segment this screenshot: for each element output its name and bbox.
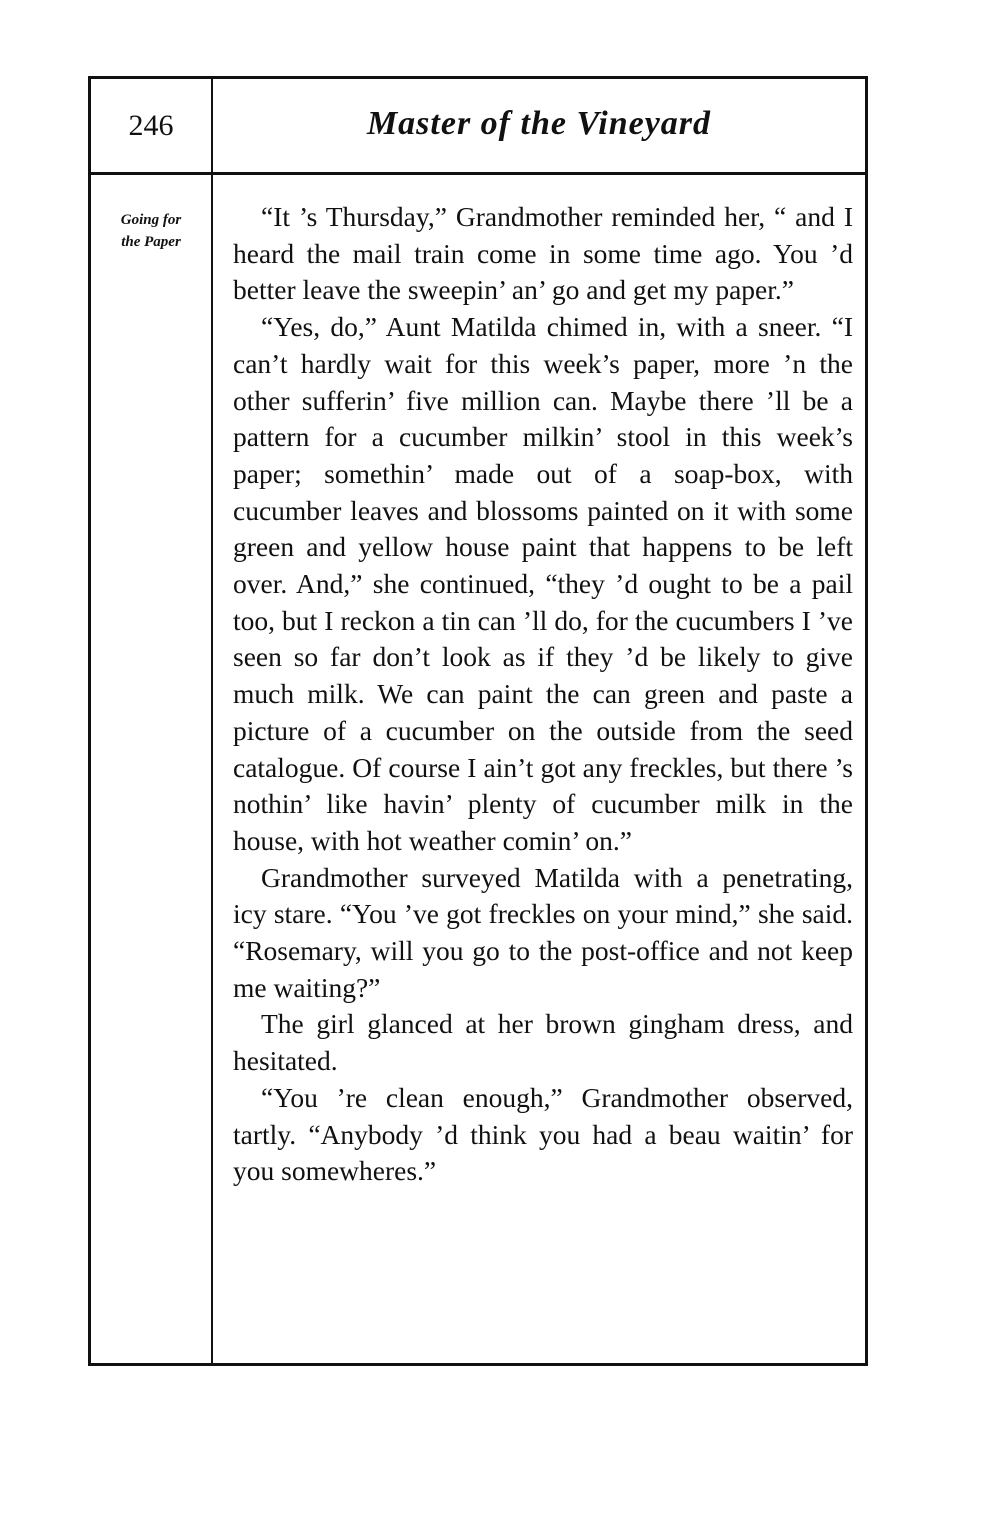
running-title: Master of the Vineyard bbox=[366, 105, 712, 142]
body-text bbox=[233, 199, 853, 1190]
column-divider bbox=[211, 79, 213, 1363]
paragraph-4: The girl glanced at her brown gingham dress, and hesitated. bbox=[233, 1008, 853, 1077]
page-number: 246 bbox=[128, 109, 174, 142]
page-frame bbox=[88, 76, 868, 1366]
margin-sidenote bbox=[97, 209, 205, 253]
paragraph-1: “It ’s Thursday,” Grandmother reminded her, “ and I heard the mail train come in some time ago. You ’d better leave the sweepin’ an’ go and get my paper.” bbox=[233, 201, 853, 306]
header-row bbox=[91, 79, 865, 175]
paragraph-2: “Yes, do,” Aunt Matilda chimed in, with a sneer. “I can’t hardly wait for this week’s paper, more ’n the other sufferin’ five million can. Maybe there ’ll be a pattern for a cucumber milkin’ stool in this week’s paper; somethin’ made out of a soap-box, with cucumber leaves and blossoms painted on it with some green and yellow house paint that happens to be left over. And,” she continued, “they ’d ought to be a pail too, but I reckon a tin can ’ll do, for the cucumbers I ’ve seen so far don’t look as if they ’d be likely to give much milk. We can paint the can green and paste a picture of a cucumber on the outside from the seed catalogue. Of course I ain’t got any freckles, but there ’s nothin’ like havin’ plenty of cucumber milk in the house, with hot weather comin’ on.” bbox=[233, 311, 853, 856]
sidenote-line-2: the Paper bbox=[121, 234, 181, 250]
paragraph-5: “You ’re clean enough,” Grandmother observed, tartly. “Anybody ’d think you had a beau waitin’ for you somewheres.” bbox=[233, 1081, 853, 1187]
paragraph-3: Grandmother surveyed Matilda with a penetrating, icy stare. “You ’ve got freckles on your mind,” she said. “Rosemary, will you go to the post-office and not keep me waiting?” bbox=[233, 861, 853, 1003]
sidenote-line-1: Going for bbox=[120, 212, 182, 228]
